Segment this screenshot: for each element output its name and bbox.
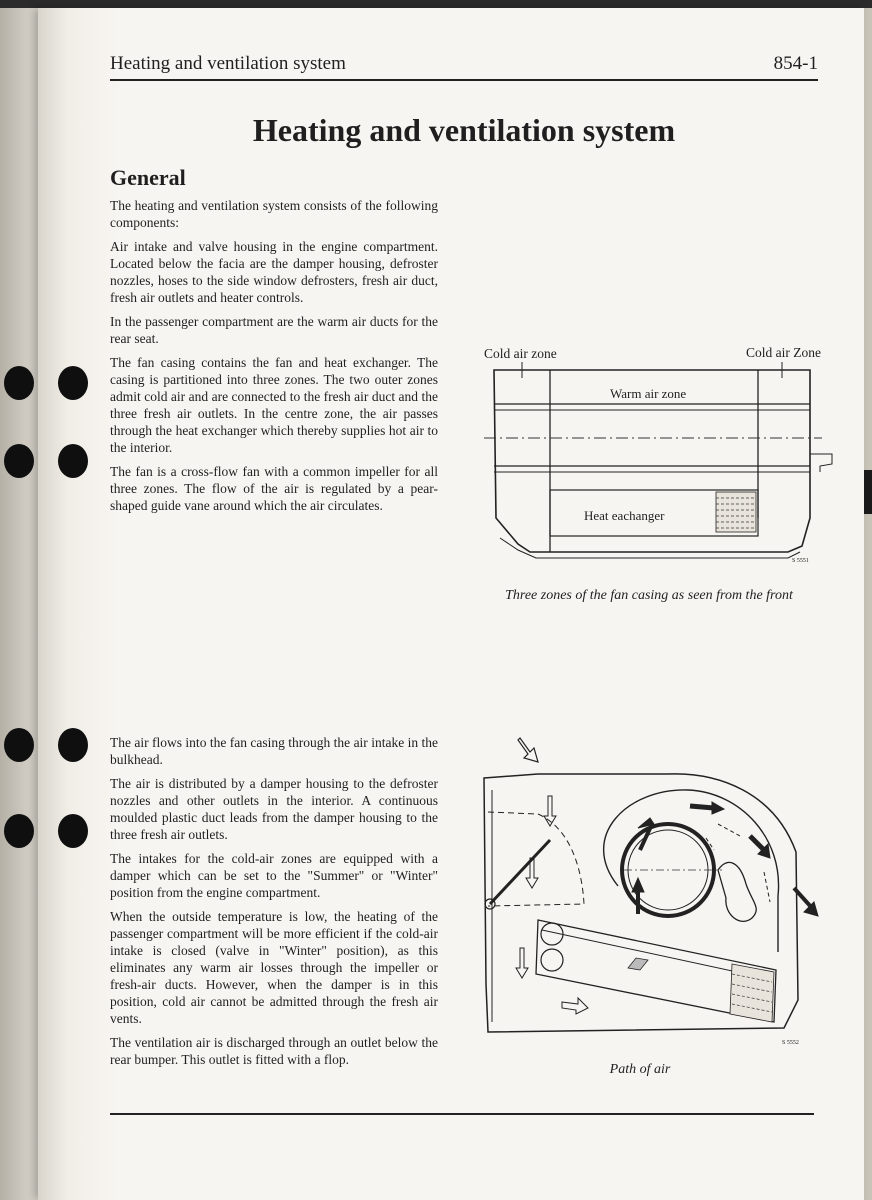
punch-hole <box>58 366 88 400</box>
footer-rule <box>110 1113 814 1115</box>
punch-hole <box>58 444 88 478</box>
warm-air-zone-label: Warm air zone <box>610 386 687 401</box>
heat-exchanger-core <box>716 492 756 532</box>
paragraph: The fan casing contains the fan and heat exchanger. The casing is partitioned into three zones. The two outer zones admit cold air and are connected to the fresh air duct and the three fresh air outlets. In the centre zone, the air passes through the heat exchanger which thereby supplies hot air to the interior. <box>110 355 438 455</box>
header-rule <box>110 79 818 81</box>
cold-air-zone-right-label: Cold air Zone <box>746 345 821 360</box>
paragraph: The intakes for the cold-air zones are equipped with a damper which can be set to the "Summer" or "Winter" position from the engine compartment. <box>110 851 438 900</box>
punch-hole <box>4 444 34 478</box>
paragraph: Air intake and valve housing in the engine compartment. Located below the facia are the damper housing, defroster nozzles, hoses to the side window defrosters, fresh air duct, fresh air outlets and heater controls. <box>110 239 438 305</box>
paragraph: When the outside temperature is low, the heating of the passenger compartment will be more efficient if the cold-air intake is closed (valve in "Winter" position), as this eliminates any warm air losses through the impeller or fresh-air ducts. However, when the damper is in this position, cold air cannot be admitted through the fresh air vents. <box>110 909 438 1026</box>
figure-reference: S 5551 <box>792 558 809 564</box>
text-column-bottom <box>110 734 438 1075</box>
paragraph: The ventilation air is discharged through an outlet below the rear bumper. This outlet is fitted with a flop. <box>110 1035 438 1067</box>
punch-hole <box>58 728 88 762</box>
punch-hole <box>4 366 34 400</box>
punch-hole <box>4 814 34 848</box>
figure-caption: Three zones of the fan casing as seen from the front <box>505 588 793 603</box>
running-header-title: Heating and ventilation system <box>110 53 346 74</box>
paragraph: The heating and ventilation system consists of the following components: <box>110 198 438 230</box>
punch-hole <box>4 728 34 762</box>
section-heading: General <box>110 165 186 190</box>
air-path-figure <box>478 732 822 1052</box>
fan-casing-zones-figure <box>476 338 846 574</box>
paragraph: The air is distributed by a damper housing to the defroster nozzles and other outlets in the interior. A continuous moulded plastic duct leads from the damper housing to the three fresh air outlets. <box>110 776 438 842</box>
paragraph: In the passenger compartment are the warm air ducts for the rear seat. <box>110 314 438 346</box>
heat-exchanger-label: Heat eachanger <box>584 508 665 523</box>
fan-casing-diagram <box>476 338 846 574</box>
page-title: Heating and ventilation system <box>252 112 676 148</box>
page-number: 854-1 <box>773 53 818 74</box>
heat-exchanger <box>536 920 776 1022</box>
paragraph: The air flows into the fan casing through the air intake in the bulkhead. <box>110 735 438 767</box>
punch-hole <box>58 814 88 848</box>
binder-margin <box>0 8 38 1200</box>
scan-top-edge <box>0 0 872 8</box>
figure-caption: Path of air <box>609 1062 671 1077</box>
text-column-top <box>110 197 438 521</box>
section-index-tab <box>864 470 872 514</box>
air-path-diagram <box>478 732 822 1052</box>
paragraph: The fan is a cross-flow fan with a common impeller for all three zones. The flow of the air is regulated by a pear-shaped guide vane around which the air circulates. <box>110 464 438 513</box>
figure-reference: S 5552 <box>782 1040 799 1046</box>
cold-air-zone-left-label: Cold air zone <box>484 346 557 361</box>
inlet-arrow-icon <box>518 738 538 762</box>
